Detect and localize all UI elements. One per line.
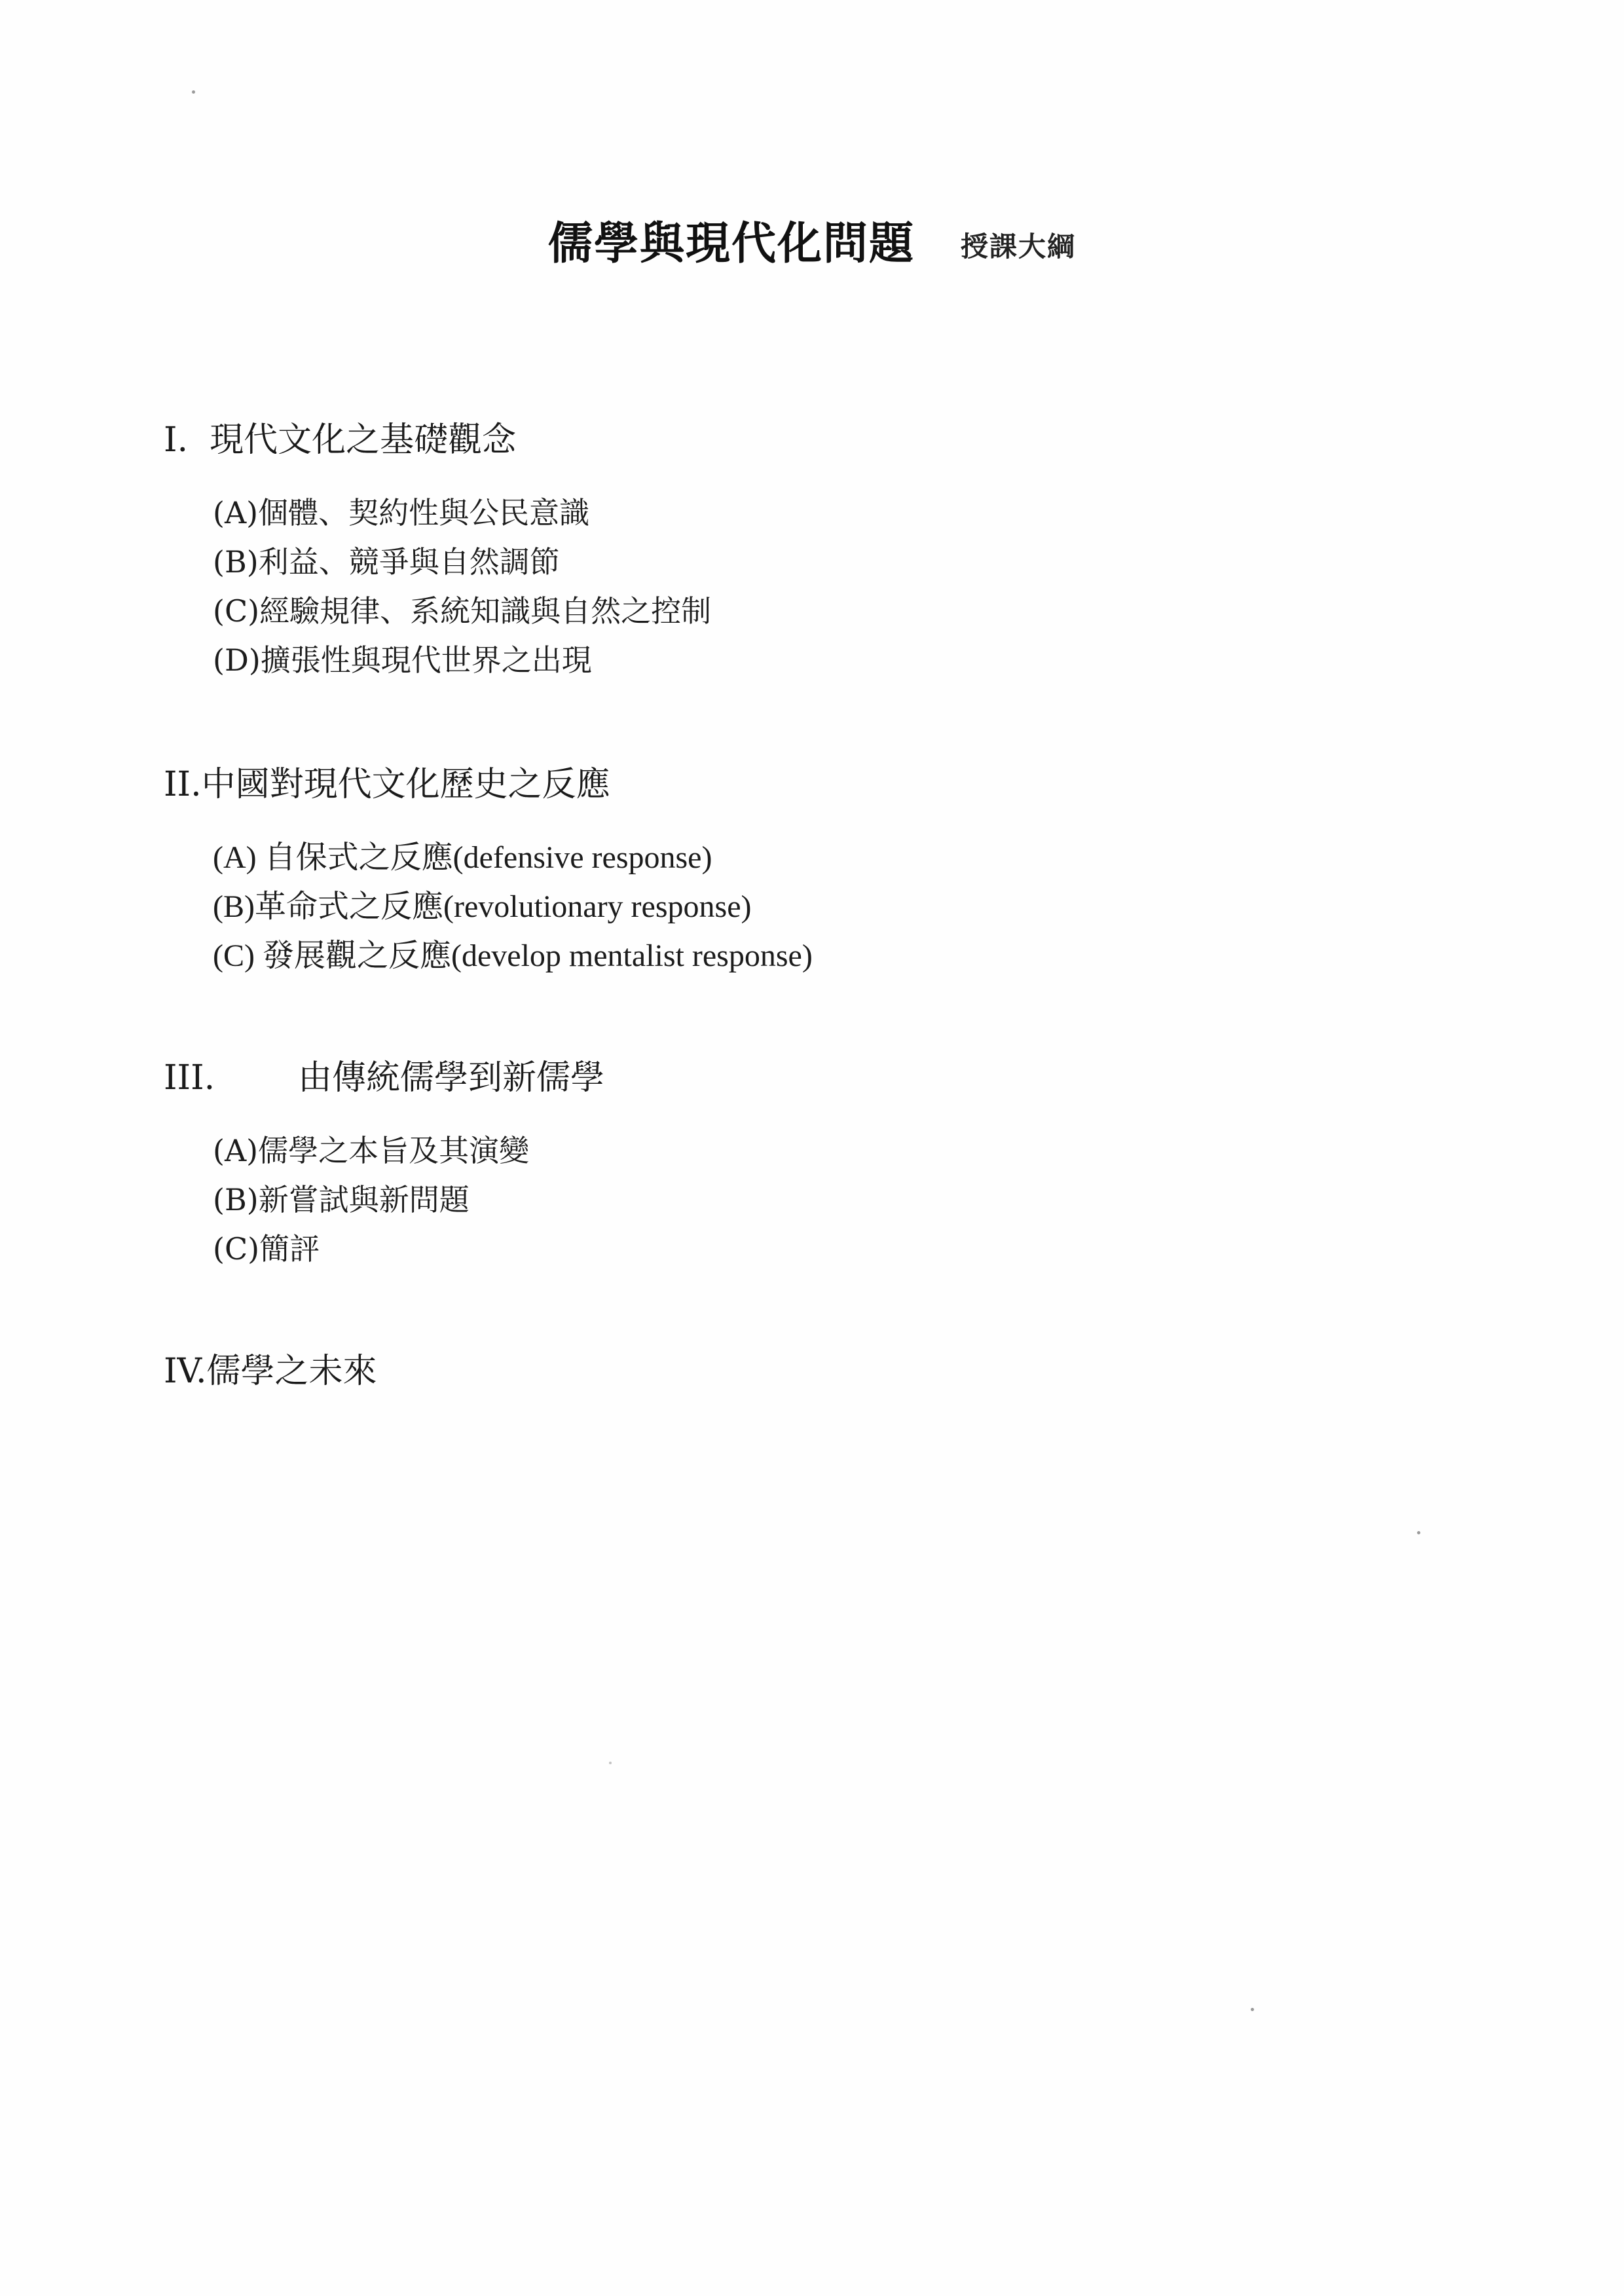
section-heading: [164, 1057, 604, 1099]
scan-speck: [609, 1762, 612, 1764]
section-3: [164, 1057, 604, 1274]
list-item: (A) 自保式之反應(defensive response): [213, 840, 712, 875]
list-item: (C)經驗規律、系統知識與自然之控制: [213, 593, 712, 629]
title-row: [0, 208, 1624, 272]
course-subtitle: 授課大綱: [961, 231, 1077, 263]
section-items: [213, 489, 711, 685]
list-item: (A)儒學之本旨及其演變: [213, 1133, 530, 1168]
section-items: [213, 1126, 604, 1274]
section-heading: [164, 1350, 377, 1392]
section-title: 中國對現代文化歷史之反應: [201, 765, 610, 804]
section-number: II.: [164, 765, 202, 804]
section-1: [164, 419, 711, 685]
list-item: (C) 發展觀之反應(develop mentalist response): [213, 938, 813, 973]
section-title: 現代文化之基礎觀念: [210, 420, 517, 460]
section-title: 由傳統儒學到新儒學: [298, 1058, 605, 1098]
scan-speck: [1417, 1531, 1420, 1534]
section-number: III.: [164, 1058, 215, 1098]
section-number: IV.: [164, 1352, 207, 1391]
list-item: (D)擴張性與現代世界之出現: [213, 642, 592, 678]
list-item: (C)簡評: [213, 1231, 320, 1267]
section-items: [213, 833, 813, 980]
list-item: (A)個體、契約性與公民意識: [213, 495, 590, 530]
section-title: 儒學之未來: [206, 1352, 377, 1391]
section-2: [164, 764, 813, 980]
list-item: (B)新嘗試與新問題: [213, 1182, 470, 1217]
section-heading: [164, 419, 711, 461]
scan-speck: [192, 90, 195, 94]
section-4: [164, 1350, 377, 1392]
course-title: 儒學與現代化問題: [547, 218, 915, 270]
section-number: I.: [164, 420, 189, 460]
section-heading: [164, 764, 813, 805]
list-item: (B)革命式之反應(revolutionary response): [213, 889, 752, 924]
scan-speck: [1251, 2008, 1254, 2011]
list-item: (B)利益、競爭與自然調節: [213, 544, 560, 580]
